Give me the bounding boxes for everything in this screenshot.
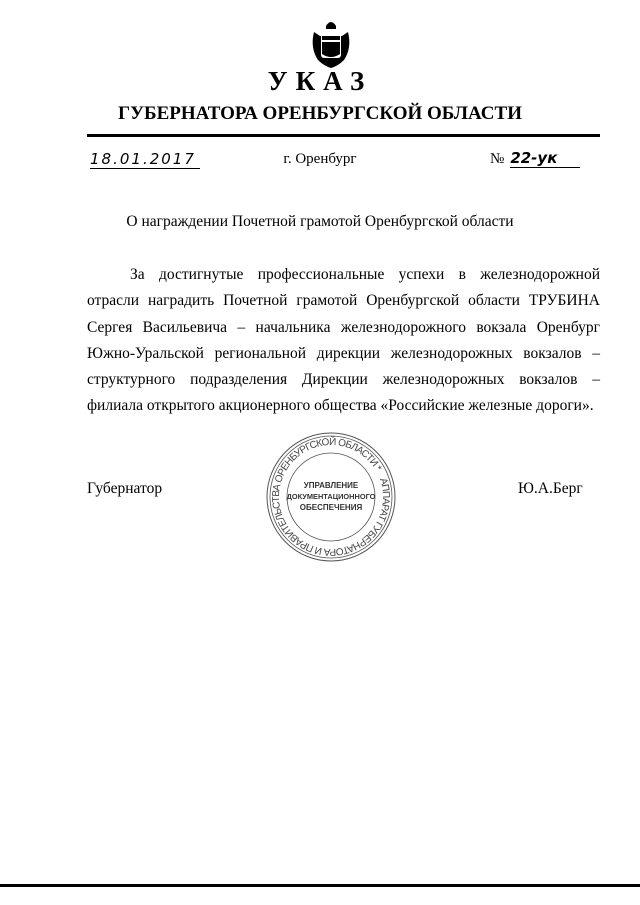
document-city: г. Оренбург: [283, 151, 357, 167]
stamp-line1: УПРАВЛЕНИЕ: [303, 481, 359, 490]
coat-of-arms-icon: [310, 18, 352, 68]
stamp-ring-text: АППАРАТ ГУБЕРНАТОРА И ПРАВИТЕЛЬСТВА ОРЕНБУРГСКОЙ ОБЛАСТИ *: [270, 436, 392, 558]
document-number: [490, 149, 580, 168]
stamp-line2: ДОКУМЕНТАЦИОННОГО: [286, 492, 376, 501]
document-heading: О награждении Почетной грамотой Оренбургской области: [126, 213, 514, 230]
signer-name: Ю.А.Берг: [518, 480, 583, 497]
header-divider: [87, 134, 600, 137]
number-value: 22-ук: [510, 149, 580, 168]
signer-title: Губернатор: [87, 480, 163, 497]
number-label: №: [490, 151, 505, 167]
document-subtitle: ГУБЕРНАТОРА ОРЕНБУРГСКОЙ ОБЛАСТИ: [118, 103, 522, 124]
stamp-line3: ОБЕСПЕЧЕНИЯ: [299, 503, 363, 512]
footer-divider: [0, 884, 640, 887]
official-stamp: [265, 431, 397, 563]
document-date: 18.01.2017: [90, 150, 200, 169]
document-body: За достигнутые профессиональные успехи в железнодорожной отрасли наградить Почетной грамотой Оренбургской области ТРУБИНА Сергея Васильевича – начальника железнодорожного вокзала Оренбург Южно-Уральской региональной дирекции железнодорожных вокзалов – структурного подразделения Дирекции железнодорожных вокзалов – филиала открытого акционерного общества «Российские железные дороги».: [87, 266, 600, 415]
document-title: УКАЗ: [267, 66, 373, 96]
